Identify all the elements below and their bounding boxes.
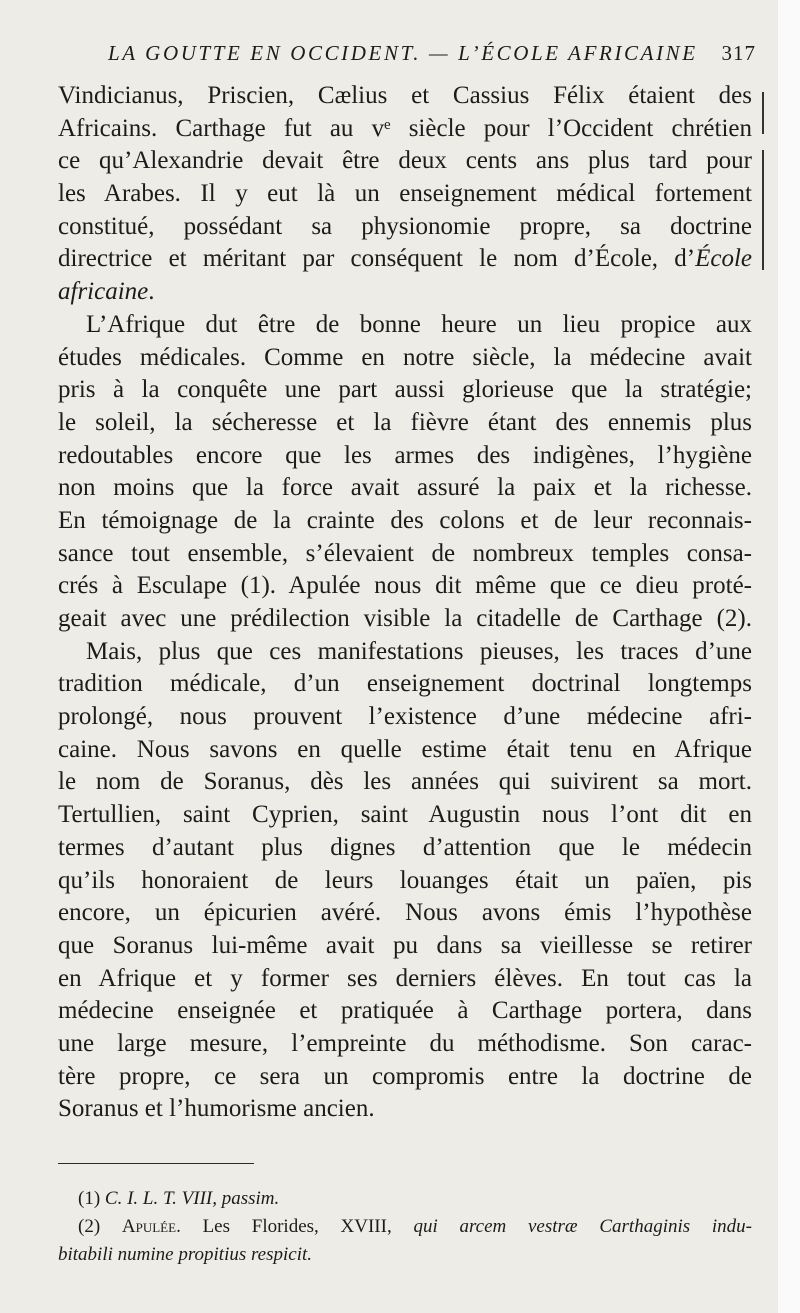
footnote-divider [58,1163,254,1164]
page-number: 317 [721,41,756,65]
text-line: les Arabes. Il y eut là un enseignement médical fortement [58,180,752,208]
text-line: Tertullien, saint Cyprien, saint Augustin nous l’ont dit en [58,801,752,829]
text-line: pris à la conquête une part aussi glorieuse que la stratégie; [58,376,752,404]
margin-mark [762,150,764,270]
text-line: redoutables encore que les armes des indigènes, l’hygiène [58,441,752,469]
text-line: qu’ils honoraient de leurs louanges était un païen, pis [58,866,752,894]
text-line-africaine [58,276,752,309]
footnotes [58,1185,752,1269]
footnote-2 [58,1213,752,1241]
text-line: L’Afrique dut être de bonne heure un lieu propice aux [86,310,752,338]
text-line: tère propre, ce sera un compromis entre la doctrine de [58,1062,752,1090]
text-line: le nom de Soranus, dès les années qui suivirent sa mort. [58,768,752,796]
text-line: Soranus et l’humorisme ancien. [58,1095,375,1123]
footnote-1-text: C. I. L. T. VIII, passim. [104,1188,280,1209]
main-text [58,80,752,1126]
footnote-2-italic: qui arcem vestræ Carthaginis indu- [413,1216,752,1237]
footnote-1-number: (1) [78,1188,101,1209]
page-edge [778,0,800,1313]
footnote-2-author: Apulée [121,1216,177,1237]
text-line: En témoignage de la crainte des colons et de leur reconnais- [58,506,752,534]
footnote-2-continued [58,1241,752,1269]
text-fragment: directrice et méritant par conséquent le nom d’École, d’ [58,245,696,273]
text-line: Vindicianus, Priscien, Cælius et Cassius Félix étaient des [58,82,752,109]
period: . [148,278,155,306]
text-line: en Afrique et y former ses derniers élèves. En tout cas la [58,964,752,992]
text-line-ecole [58,243,752,276]
italic-africaine: africaine [58,278,149,306]
text-line: geait avec une prédilection visible la citadelle de Carthage (2). [58,605,752,632]
text-line: ce qu’Alexandrie devait être deux cents ans plus tard pour [58,147,752,175]
text-line: une large mesure, l’empreinte du méthodisme. Son carac- [58,1029,752,1057]
text-line: médecine enseignée et pratiquée à Carthage portera, dans [58,997,752,1025]
text-line: caine. Nous savons en quelle estime était tenu en Afrique [58,735,752,763]
text-line: non moins que la force avait assuré la paix et la richesse. [58,474,752,502]
text-line: termes d’autant plus dignes d’attention que le médecin [58,833,752,861]
footnote-2-number: (2) [78,1216,101,1237]
text-line: Africains. Carthage fut au vᵉ siècle pour l’Occident chrétien [58,114,752,142]
text-line: le soleil, la sécheresse et la fièvre étant des ennemis plus [58,408,752,436]
text-line: Mais, plus que ces manifestations pieuses, les traces d’une [86,637,752,665]
text-line: encore, un épicurien avéré. Nous avons émis l’hypothèse [58,899,752,927]
text-line: prolongé, nous prouvent l’existence d’une médecine afri- [58,703,752,731]
footnote-2-text: . Les Florides, XVIII, [176,1216,392,1237]
text-line: constitué, possédant sa physionomie propre, sa doctrine [58,212,752,240]
italic-ecole: École [695,245,752,273]
text-line: sance tout ensemble, s’élevaient de nombreux temples consa- [58,539,752,567]
footnote-1 [58,1185,752,1213]
footnote-2-italic-cont: bitabili numine propitius respicit. [58,1244,313,1265]
text-line: tradition médicale, d’un enseignement doctrinal longtemps [58,670,752,698]
text-line: que Soranus lui-même avait pu dans sa vieillesse se retirer [58,931,752,959]
text-line: études médicales. Comme en notre siècle, la médecine avait [58,343,752,371]
margin-mark [762,92,764,134]
text-line: crés à Esculape (1). Apulée nous dit même que ce dieu proté- [58,572,752,600]
running-title: LA GOUTTE EN OCCIDENT. — L’ÉCOLE AFRICAINE [108,41,698,65]
running-header [108,38,756,68]
